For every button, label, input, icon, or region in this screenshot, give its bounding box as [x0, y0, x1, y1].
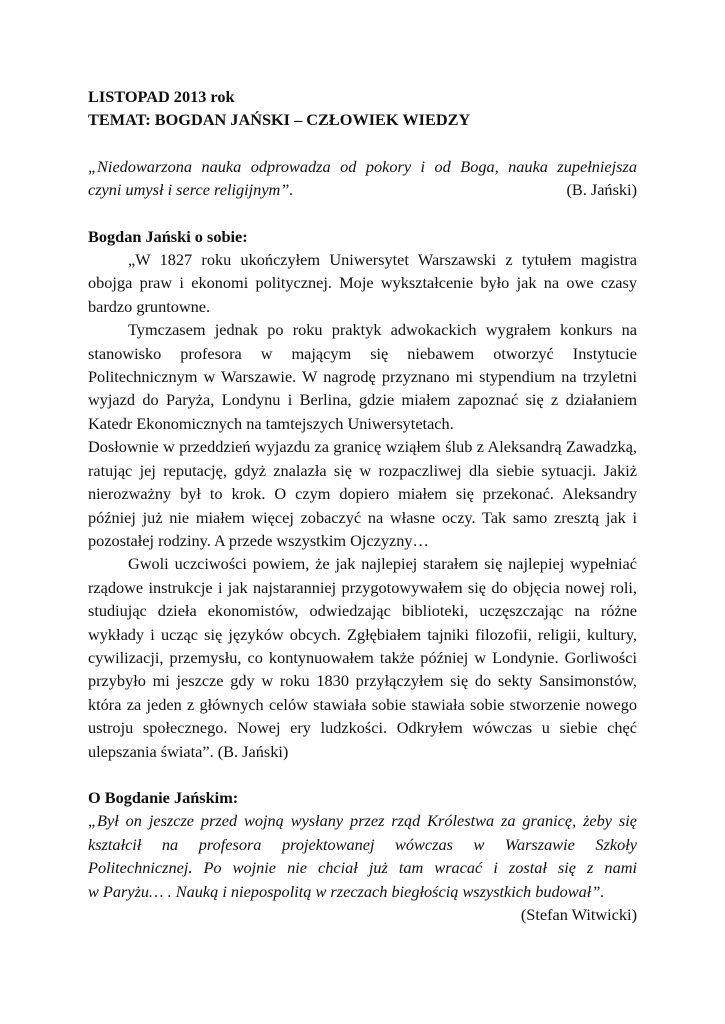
document-date: LISTOPAD 2013 rok: [88, 87, 235, 106]
paragraph-3: Dosłownie w przeddzień wyjazdu za granicę wziąłem ślub z Aleksandrą Zawadzką, ratując jej reputację, gdyż znalazła się w rozpaczliwej dla siebie sytuacji. Jakiż nierozważny był to krok. O czym dopiero miałem się przekonać. Aleksandry później już nie miałem więcej zobaczyć na własne oczy. Tak samo zresztą jak i pozostałej rodziny. A przede wszystkim Ojczyzny…: [88, 437, 637, 550]
motto-quote: [88, 155, 637, 202]
quote-line-1: „Był on jeszcze przed wojną wysłany przez rząd Królestwa za granicę, żeby się: [88, 811, 637, 831]
paragraph-1: „W 1827 roku ukończyłem Uniwersytet Warszawski z tytułem magistra obojga praw i ekonomi politycznej. Moje wykształcenie było jak na owe czasy bardzo gruntowne.: [88, 250, 637, 316]
quote-author: (Stefan Witwicki): [520, 905, 637, 924]
quote-line-3: Politechnicznej. Po wojnie nie chciał już tam wracać i został się z nami: [88, 858, 637, 878]
motto-line-1: „Niedowarzona nauka odprowadza od pokory i od Boga, nauka zupełniejsza: [88, 156, 637, 176]
motto-author: (B. Jański): [566, 180, 637, 200]
paragraph-2: Tymczasem jednak po roku praktyk adwokackich wygrałem konkurs na stanowisko profesora w mającym się niebawem otworzyć Instytucie Politechnicznym w Warszawie. W nagrodę przyznano mi stypendium na trzyletni wyjazd do Paryża, Londynu i Berlina, gdzie miałem zapoznać się z działaniem Katedr Ekonomicznych na tamtejszych Uniwersytetach.: [88, 320, 637, 433]
paragraph-4: Gwoli uczciwości powiem, że jak najlepiej starałem się najlepiej wypełniać rządowe instrukcje i jak najstaranniej przygotowywałem się do objęcia nowej roli, studiując dzieła ekonomistów, odwiedzając biblioteki, uczęszczając na różne wykłady i ucząc się języków obcych. Zgłębiałem tajniki filozofii, religii, kultury, cywilizacji, przemysłu, co kontynuowałem także później w Londynie. Gorliwości przybyło mi jeszcze gdy w roku 1830 przyłączyłem się do sekty Sansimonstów, która za jeden z głównych celów stawiała sobie stawiała sobie stworzenie nowego ustroju społecznego. Nowej ery ludzkości. Odkryłem wówczas u siebie chęć ulepszania świata”. (B. Jański): [88, 554, 637, 761]
witwicki-quote: [88, 809, 637, 903]
document-topic: TEMAT: BOGDAN JAŃSKI – CZŁOWIEK WIEDZY: [88, 110, 471, 130]
motto-line-2: czyni umysł i serce religijnym”.: [88, 180, 294, 200]
section-heading-about: O Bogdanie Jańskim:: [88, 787, 239, 807]
section-heading-self: Bogdan Jański o sobie:: [88, 226, 248, 246]
quote-line-4: w Paryżu… . Nauką i niepospolitą w rzeczach biegłością wszystkich budował”.: [88, 881, 605, 901]
quote-line-2: kształcił na profesora projektowanej wówczas w Warszawie Szkoły: [88, 834, 637, 854]
